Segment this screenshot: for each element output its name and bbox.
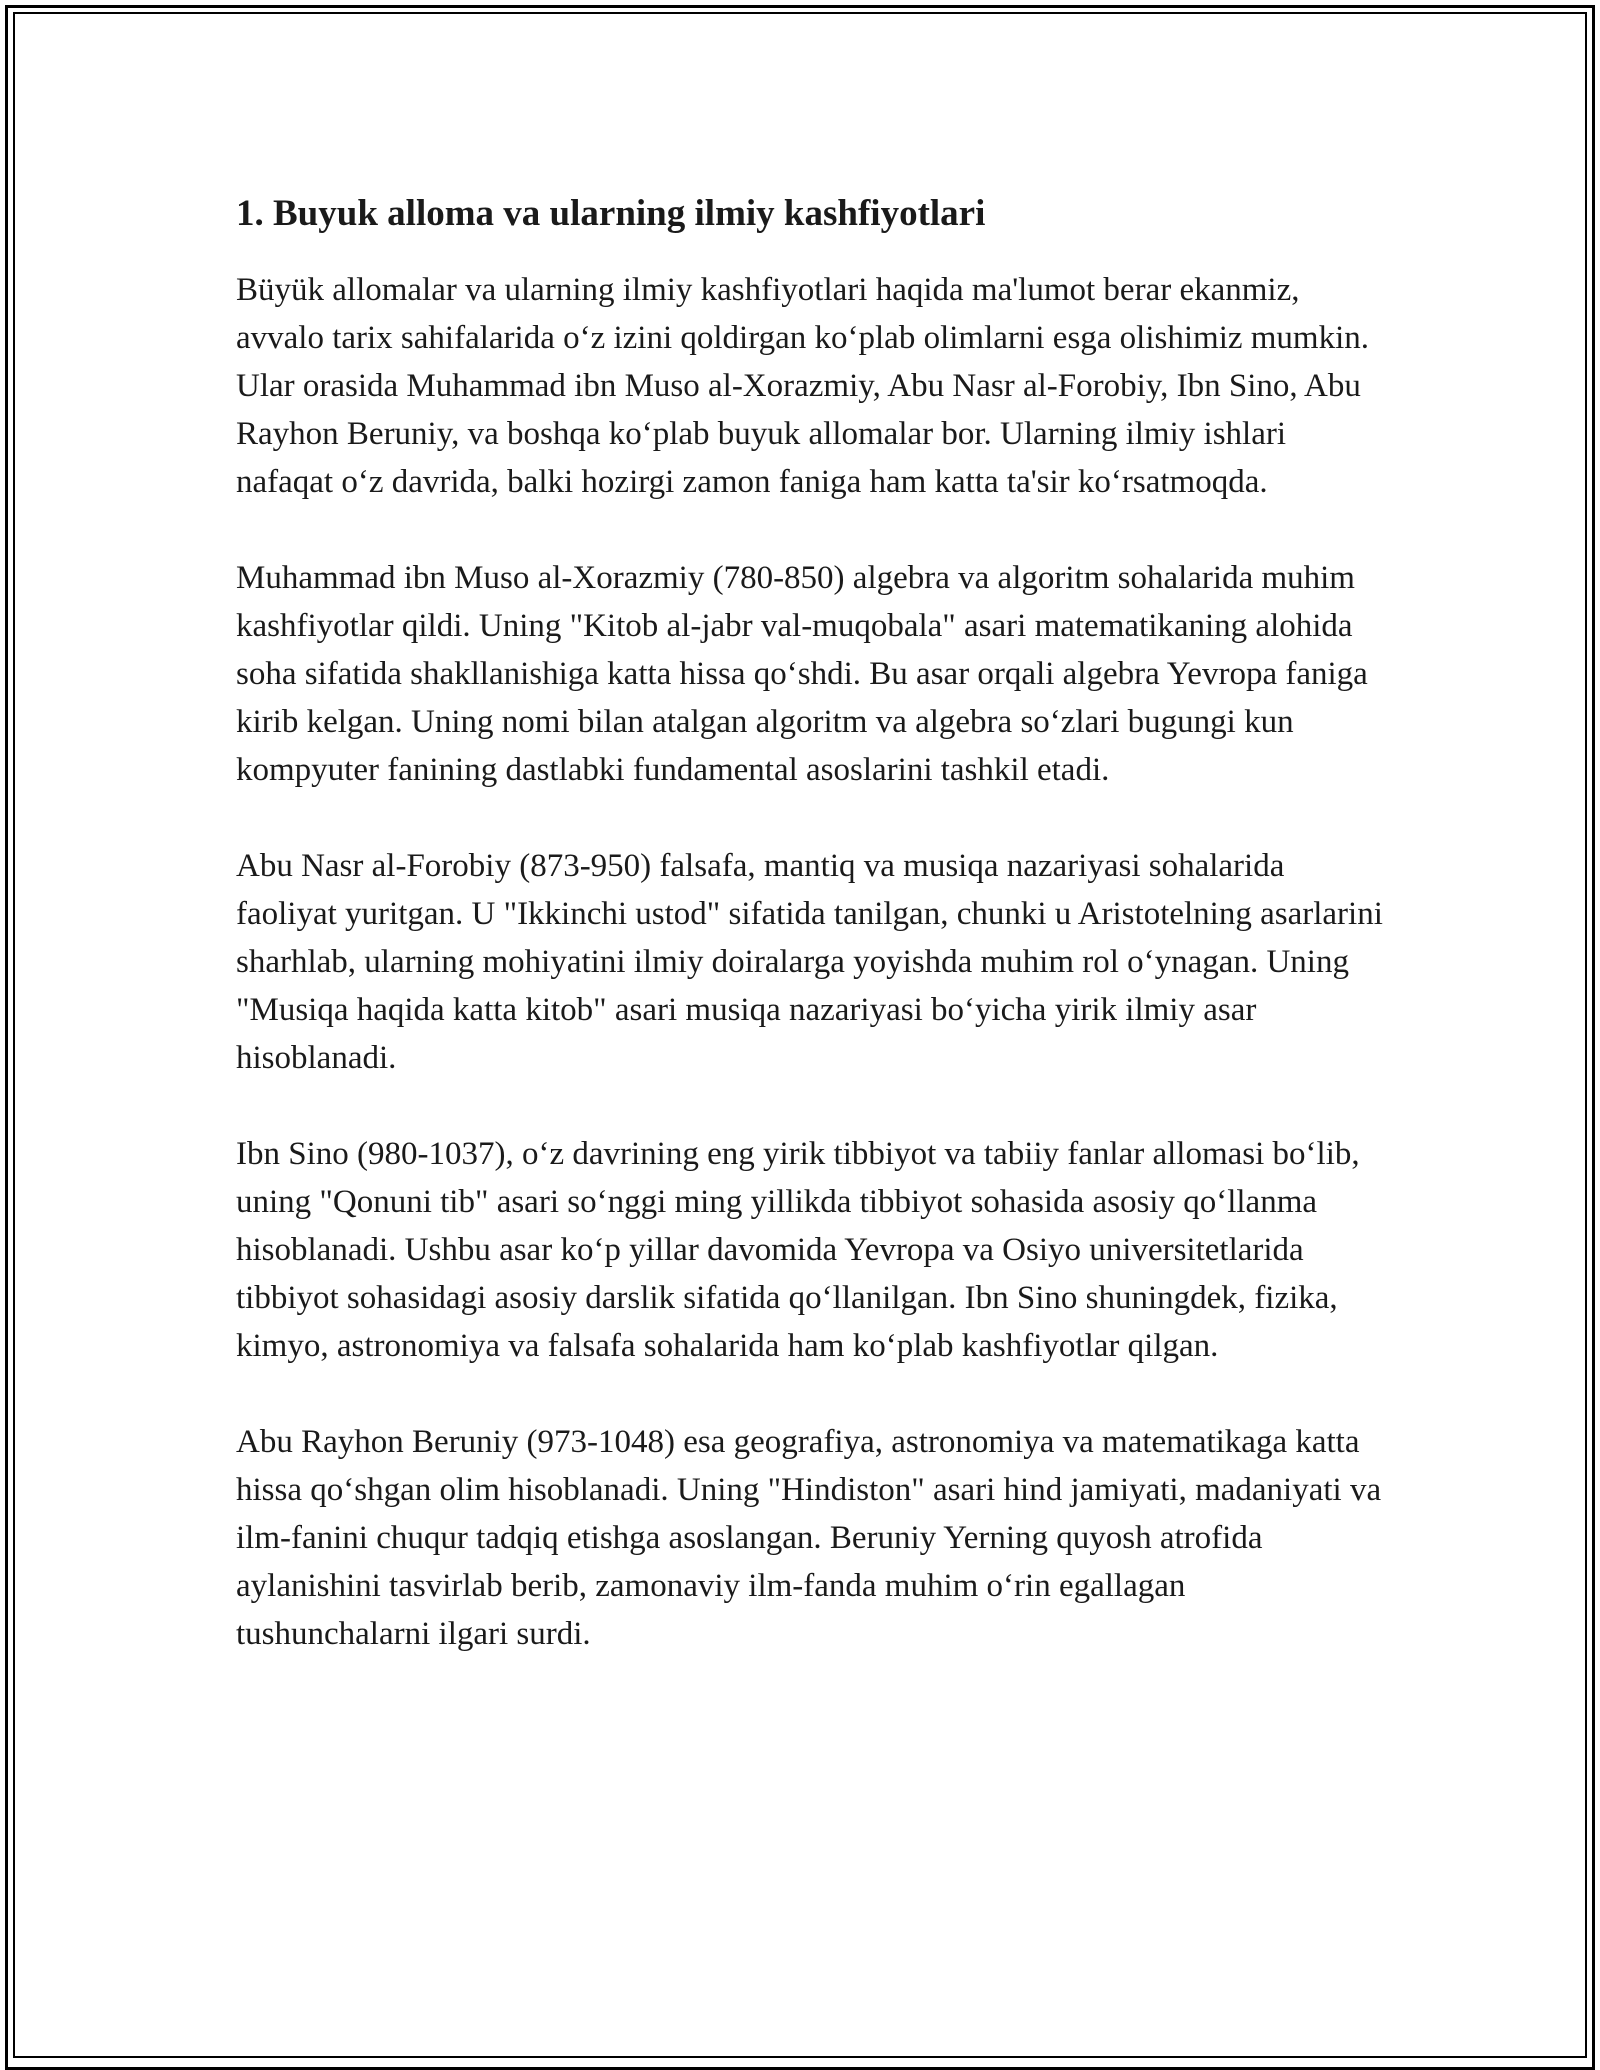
paragraph-intro: Büyük allomalar va ularning ilmiy kashfiyotlari haqida ma'lumot berar ekanmiz, avvalo tarix sahifalarida o‘z izini qoldirgan ko‘plab olimlarni esga olishimiz mumkin. Ular orasida Muhammad ibn Muso al-Xorazmiy, Abu Nasr al-Forobiy, Ibn Sino, Abu Rayhon Beruniy, va boshqa ko‘plab buyuk allomalar bor. Ularning ilmiy ishlari nafaqat o‘z davrida, balki hozirgi zamon faniga ham katta ta'sir ko‘rsatmoqda. xyxy=(236,272,1370,500)
paragraph-beruniy: Abu Rayhon Beruniy (973-1048) esa geografiya, astronomiya va matematikaga katta hissa qo‘shgan olim hisoblanadi. Uning "Hindiston" asari hind jamiyati, madaniyati va ilm-fanini chuqur tadqiq etishga asoslangan. Beruniy Yerning quyosh atrofida aylanishini tasvirlab berib, zamonaviy ilm-fanda muhim o‘rin egallagan tushunchalarni ilgari surdi. xyxy=(236,1424,1382,1652)
paragraph-xorazmiy: Muhammad ibn Muso al-Xorazmiy (780-850) algebra va algoritm sohalarida muhim kashfiyotlar qildi. Uning "Kitob al-jabr val-muqobala" asari matematikaning alohida soha sifatida shakllanishiga katta hissa qo‘shdi. Bu asar orqali algebra Yevropa faniga kirib kelgan. Uning nomi bilan atalgan algoritm va algebra so‘zlari bugungi kun kompyuter fanining dastlabki fundamental asoslarini tashkil etadi. xyxy=(236,560,1368,788)
document-page xyxy=(236,188,1386,1706)
section-heading: 1. Buyuk alloma va ularning ilmiy kashfiyotlari xyxy=(236,193,986,234)
paragraph-ibn-sino: Ibn Sino (980-1037), o‘z davrining eng yirik tibbiyot va tabiiy fanlar allomasi bo‘lib, uning "Qonuni tib" asari so‘nggi ming yillikda tibbiyot sohasida asosiy qo‘llanma hisoblanadi. Ushbu asar ko‘p yillar davomida Yevropa va Osiyo universitetlarida tibbiyot sohasidagi asosiy darslik sifatida qo‘llanilgan. Ibn Sino shuningdek, fizika, kimyo, astronomiya va falsafa sohalarida ham ko‘plab kashfiyotlar qilgan. xyxy=(236,1136,1360,1364)
paragraph-forobiy: Abu Nasr al-Forobiy (873-950) falsafa, mantiq va musiqa nazariyasi sohalarida faoliyat yuritgan. U "Ikkinchi ustod" sifatida tanilgan, chunki u Aristotelning asarlarini sharhlab, ularning mohiyatini ilmiy doiralarga yoyishda muhim rol o‘ynagan. Uning "Musiqa haqida katta kitob" asari musiqa nazariyasi bo‘yicha yirik ilmiy asar hisoblanadi. xyxy=(236,848,1383,1076)
